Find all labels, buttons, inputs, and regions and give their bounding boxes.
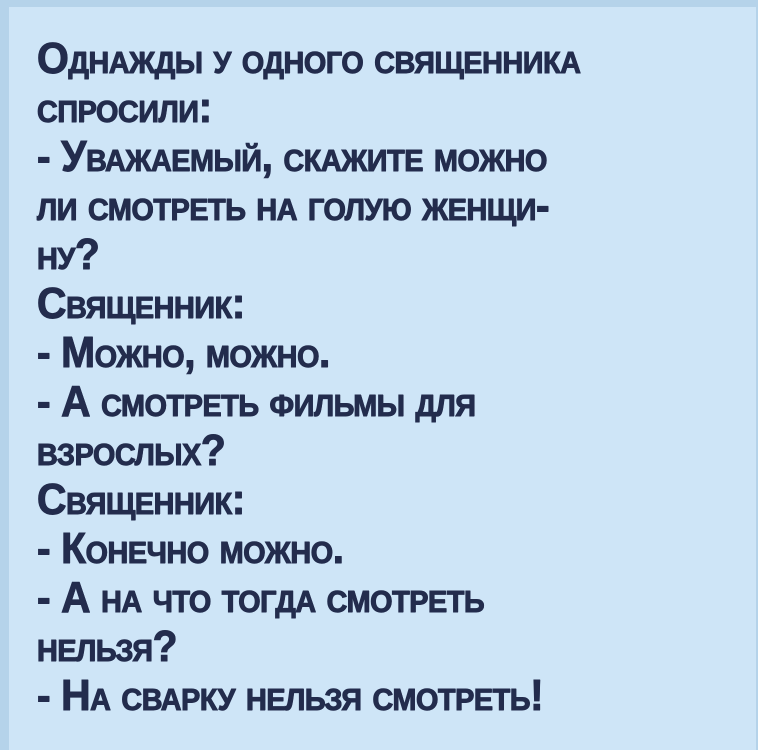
joke-line: - На сварку нельзя смотреть! — [36, 671, 544, 720]
joke-line: - Можно, можно. — [36, 328, 330, 377]
joke-line: Однажды у одного священника — [36, 34, 581, 83]
joke-line: ли смотреть на голую женщи- — [36, 181, 550, 230]
meme-panel — [9, 7, 756, 750]
joke-line: - А смотреть фильмы для — [36, 377, 476, 426]
joke-line: взрослых? — [36, 426, 226, 475]
joke-line: спросили: — [36, 83, 212, 132]
joke-line: - Уважаемый, скажите можно — [36, 132, 547, 181]
joke-line: нельзя? — [36, 622, 177, 671]
joke-text — [9, 7, 704, 720]
joke-line: - Конечно можно. — [36, 524, 344, 573]
joke-line: Священник: — [36, 475, 245, 524]
joke-line: Священник: — [36, 279, 245, 328]
joke-line: ну? — [36, 230, 100, 279]
joke-line: - А на что тогда смотреть — [36, 573, 485, 622]
